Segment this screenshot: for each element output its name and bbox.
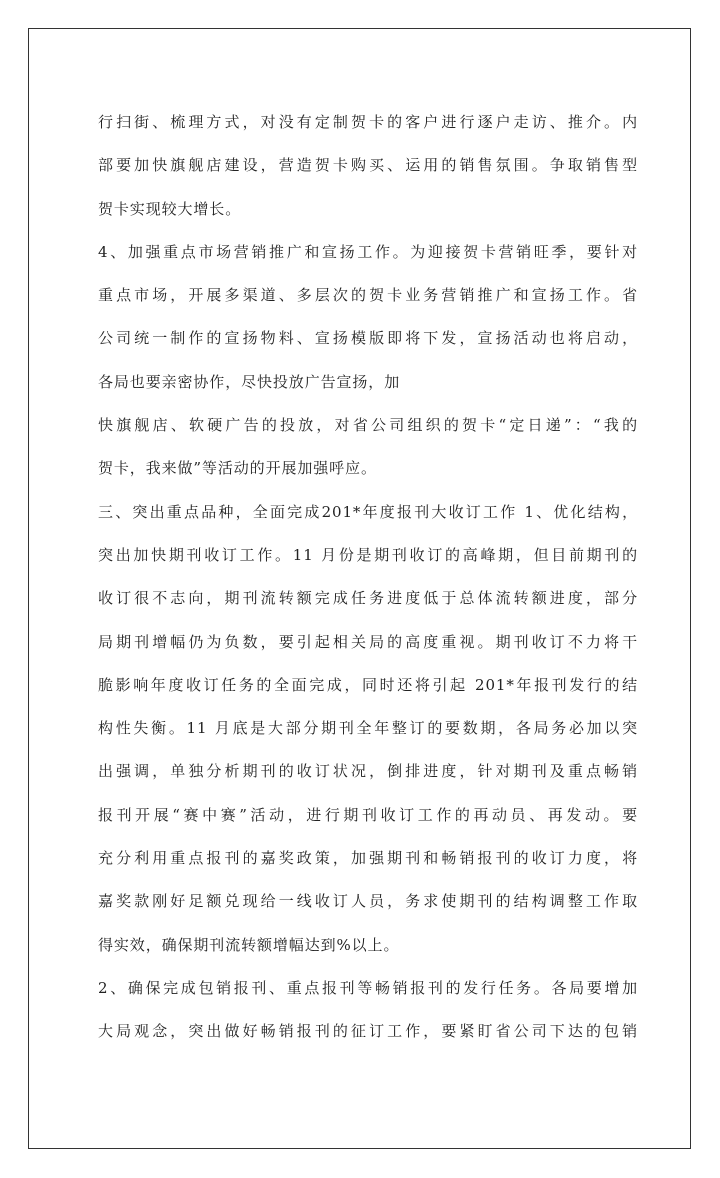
text-line: 公司统一制作的宣扬物料、宣扬模版即将下发，宣扬活动也将启动， xyxy=(98,329,638,348)
text-line: 出强调，单独分析期刊的收订状况，倒排进度，针对期刊及重点畅销 xyxy=(98,762,638,781)
text-line: 充分利用重点报刊的嘉奖政策，加强期刊和畅销报刊的收订力度，将 xyxy=(98,849,638,868)
document-body xyxy=(98,106,638,1059)
text-line: 各局也要亲密协作，尽快投放广告宣扬，加 xyxy=(98,372,401,391)
text-line: 快旗舰店、软硬广告的投放，对省公司组织的贺卡“定日递”：“我的 xyxy=(98,416,638,435)
text-line: 大局观念，突出做好畅销报刊的征订工作，要紧盯省公司下达的包销 xyxy=(98,1022,638,1041)
text-line: 重点市场，开展多渠道、多层次的贺卡业务营销推广和宣扬工作。省 xyxy=(98,286,638,305)
text-line: 4、加强重点市场营销推广和宣扬工作。为迎接贺卡营销旺季，要针对 xyxy=(98,242,638,261)
text-line: 得实效，确保期刊流转额增幅达到%以上。 xyxy=(98,935,400,954)
text-line: 三、突出重点品种，全面完成201*年度报刊大收订工作 1、优化结构， xyxy=(98,502,638,521)
text-line: 贺卡，我来做”等活动的开展加强呼应。 xyxy=(98,459,377,478)
text-line: 构性失衡。11 月底是大部分期刊全年整订的要数期，各局务必加以突 xyxy=(98,719,638,738)
text-line: 突出加快期刊收订工作。11 月份是期刊收订的高峰期，但目前期刊的 xyxy=(98,545,638,564)
text-line: 部要加快旗舰店建设，营造贺卡购买、运用的销售氛围。争取销售型 xyxy=(98,156,638,175)
text-line: 脆影响年度收订任务的全面完成，同时还将引起 201*年报刊发行的结 xyxy=(98,675,638,694)
text-line: 报刊开展“赛中赛”活动，进行期刊收订工作的再动员、再发动。要 xyxy=(98,805,638,824)
text-line: 嘉奖款刚好足额兑现给一线收订人员，务求使期刊的结构调整工作取 xyxy=(98,892,638,911)
text-line: 贺卡实现较大增长。 xyxy=(98,199,242,218)
text-line: 2、确保完成包销报刊、重点报刊等畅销报刊的发行任务。各局要增加 xyxy=(98,978,638,997)
text-line: 收订很不志向，期刊流转额完成任务进度低于总体流转额进度，部分 xyxy=(98,589,638,608)
text-line: 行扫街、梳理方式，对没有定制贺卡的客户进行逐户走访、推介。内 xyxy=(98,113,638,131)
text-line: 局期刊增幅仍为负数，要引起相关局的高度重视。期刊收订不力将干 xyxy=(98,632,638,651)
